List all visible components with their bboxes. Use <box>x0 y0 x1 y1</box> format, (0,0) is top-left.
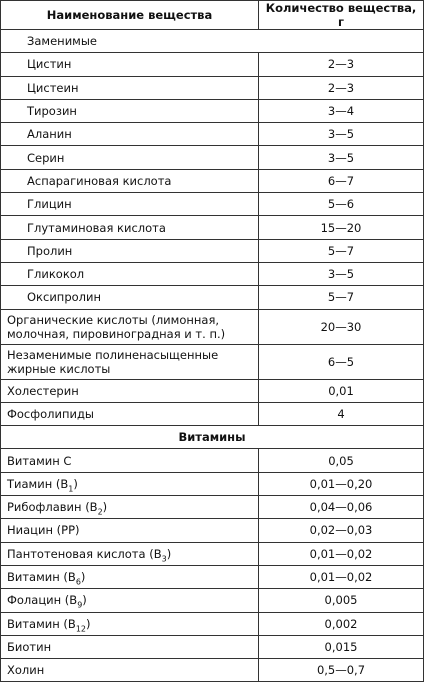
table-row <box>1 123 424 146</box>
substance-amount: 5—7 <box>259 239 424 262</box>
vitamin-name: Витамин С <box>7 453 72 468</box>
substance-amount: 3—4 <box>259 99 424 122</box>
vitamin-name: Витамин (В <box>7 616 76 631</box>
table-row <box>1 262 424 285</box>
vitamin-name: Холин <box>7 663 45 678</box>
substance-amount: 6—5 <box>259 344 424 379</box>
vitamin-name: Рибофлавин (В <box>7 500 98 515</box>
table-row <box>1 239 424 262</box>
substance-name: Цистеин <box>1 76 259 99</box>
section-row-vitamins <box>1 426 424 449</box>
substance-name <box>1 542 259 565</box>
substance-name: Незаменимые полиненасыщенные жирные кислоты <box>1 344 259 379</box>
substance-amount: 3—5 <box>259 123 424 146</box>
vitamin-name: Витамин (В <box>7 570 76 585</box>
substance-amount: 3—5 <box>259 262 424 285</box>
vitamin-subscript: 2 <box>97 507 103 517</box>
section-label-replaceable: Заменимые <box>1 30 424 53</box>
vitamin-suffix: ) <box>80 570 86 585</box>
substance-amount: 0,002 <box>259 612 424 635</box>
table-row <box>1 612 424 635</box>
substance-name <box>1 519 259 542</box>
table-row <box>1 146 424 169</box>
table-row <box>1 542 424 565</box>
table-row <box>1 565 424 588</box>
substance-amount: 0,01—0,02 <box>259 565 424 588</box>
vitamin-name: Тиамин (В <box>7 476 69 491</box>
substance-amount: 0,005 <box>259 589 424 612</box>
substance-name <box>1 659 259 682</box>
vitamin-suffix: ) <box>82 593 87 608</box>
substance-name: Холестерин <box>1 379 259 402</box>
substance-amount: 3—5 <box>259 146 424 169</box>
substance-name <box>1 496 259 519</box>
substance-amount: 0,01—0,20 <box>259 472 424 495</box>
substance-name <box>1 449 259 472</box>
substance-name: Фосфолипиды <box>1 402 259 425</box>
substance-name: Органические кислоты (лимонная, молочная, пировиноградная и т. п.) <box>1 309 259 344</box>
vitamin-suffix: ) <box>86 616 91 631</box>
vitamin-name: Пантотеновая кислота (В <box>7 546 162 561</box>
table-row <box>1 659 424 682</box>
substance-name: Аспарагиновая кислота <box>1 169 259 192</box>
table-row <box>1 449 424 472</box>
table-row <box>1 169 424 192</box>
substance-amount: 0,01—0,02 <box>259 542 424 565</box>
table-row <box>1 472 424 495</box>
substance-name: Цистин <box>1 53 259 76</box>
vitamin-suffix: ) <box>73 476 78 491</box>
table-row <box>1 519 424 542</box>
table-row <box>1 309 424 344</box>
substance-name: Пролин <box>1 239 259 262</box>
substance-name: Глутаминовая кислота <box>1 216 259 239</box>
table-row <box>1 286 424 309</box>
substance-amount: 5—6 <box>259 193 424 216</box>
substance-name <box>1 565 259 588</box>
substance-name <box>1 472 259 495</box>
substance-name: Гликокол <box>1 262 259 285</box>
header-substance: Наименование вещества <box>1 1 259 30</box>
table-row <box>1 216 424 239</box>
table-row <box>1 496 424 519</box>
substance-name <box>1 589 259 612</box>
substance-amount: 5—7 <box>259 286 424 309</box>
table-row <box>1 379 424 402</box>
vitamin-suffix: ) <box>166 546 172 561</box>
table-row <box>1 635 424 658</box>
vitamin-subscript: 6 <box>75 577 81 587</box>
substance-amount: 0,5—0,7 <box>259 659 424 682</box>
substance-amount: 2—3 <box>259 76 424 99</box>
substance-amount: 0,01 <box>259 379 424 402</box>
vitamin-suffix: ) <box>102 500 108 515</box>
table-row <box>1 53 424 76</box>
vitamin-name: Биотин <box>7 639 52 654</box>
vitamin-subscript: 12 <box>75 623 86 633</box>
table-row <box>1 344 424 379</box>
header-amount: Количество вещества, г <box>259 1 424 30</box>
vitamin-name: Фолацин (В <box>7 593 78 608</box>
substance-name <box>1 612 259 635</box>
substance-name <box>1 635 259 658</box>
header-row <box>1 1 424 30</box>
table-row <box>1 76 424 99</box>
section-label-vitamins: Витамины <box>1 426 424 449</box>
substance-name: Глицин <box>1 193 259 216</box>
table-row <box>1 402 424 425</box>
section-row-replaceable <box>1 30 424 53</box>
substance-name: Оксипролин <box>1 286 259 309</box>
substance-amount: 15—20 <box>259 216 424 239</box>
substance-amount: 0,02—0,03 <box>259 519 424 542</box>
table-row <box>1 99 424 122</box>
substance-amount: 0,015 <box>259 635 424 658</box>
substance-name: Аланин <box>1 123 259 146</box>
substance-name: Серин <box>1 146 259 169</box>
vitamin-subscript: 1 <box>68 484 74 494</box>
substance-amount: 0,04—0,06 <box>259 496 424 519</box>
vitamin-subscript: 9 <box>77 600 83 610</box>
substance-name: Тирозин <box>1 99 259 122</box>
vitamin-name: Ниацин (РР) <box>7 523 80 538</box>
table-body <box>1 1 424 682</box>
substance-amount: 20—30 <box>259 309 424 344</box>
table-row <box>1 589 424 612</box>
substance-amount: 2—3 <box>259 53 424 76</box>
substance-amount: 6—7 <box>259 169 424 192</box>
substance-amount: 4 <box>259 402 424 425</box>
substance-amount: 0,05 <box>259 449 424 472</box>
vitamin-subscript: 3 <box>161 554 167 564</box>
table-row <box>1 193 424 216</box>
